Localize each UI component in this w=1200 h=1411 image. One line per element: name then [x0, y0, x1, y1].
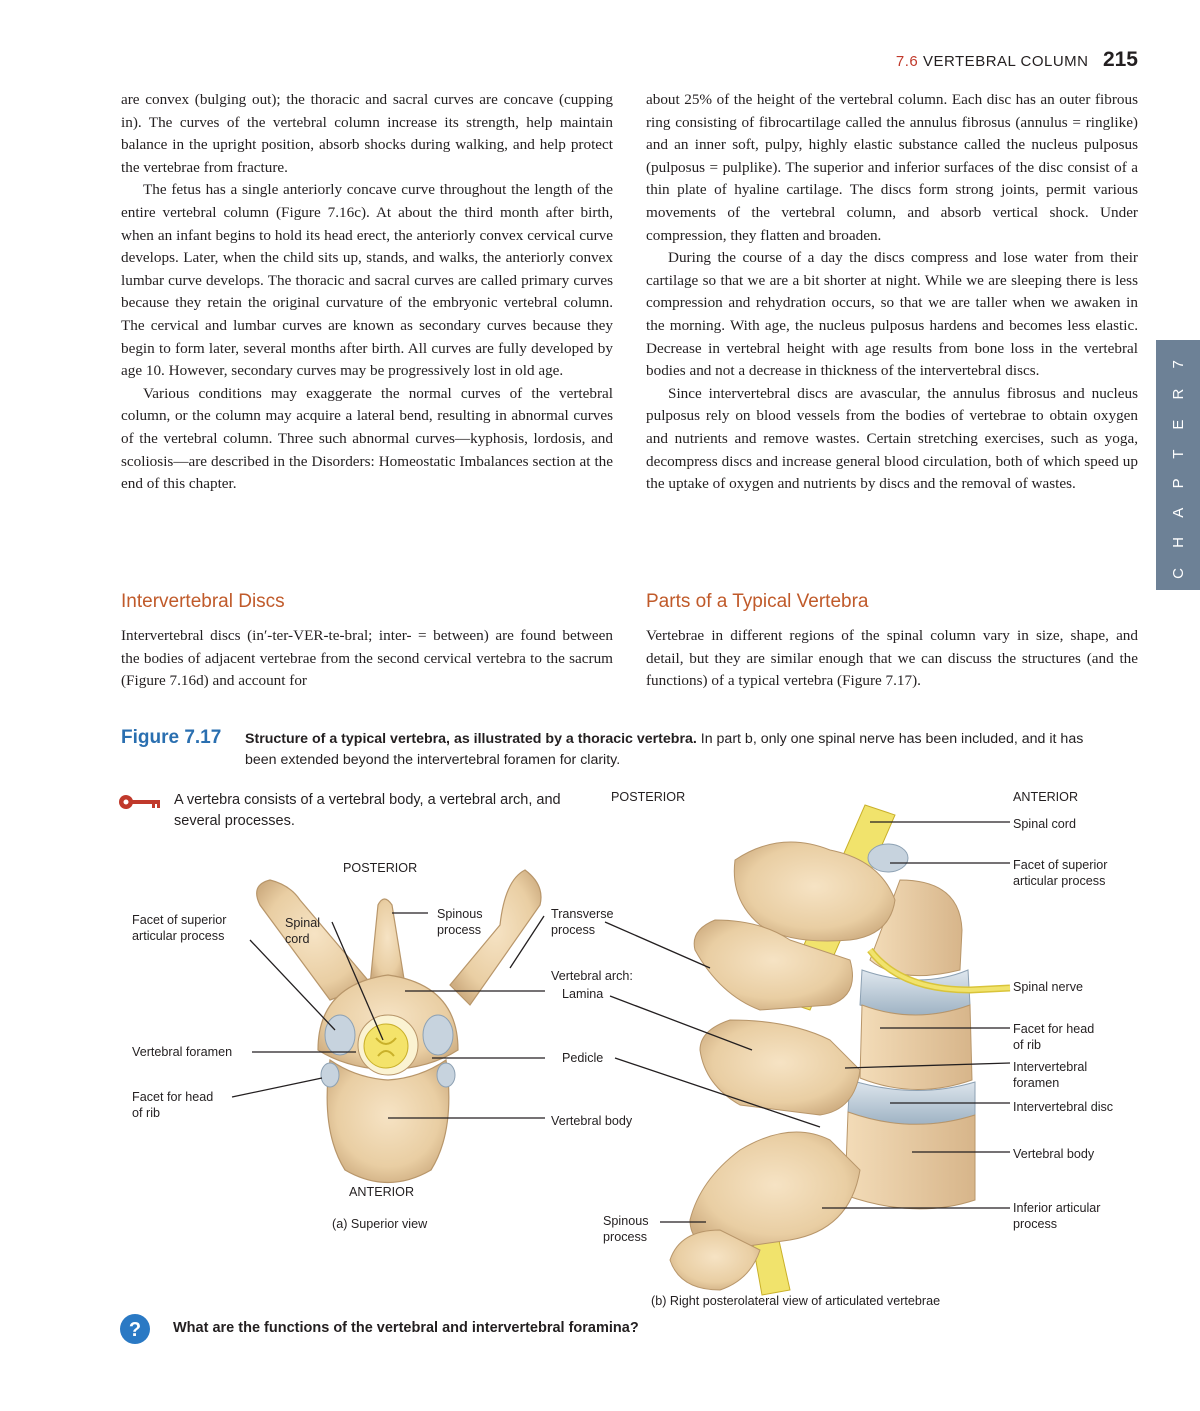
paragraph: The fetus has a single anteriorly concave curve throughout the length of the entire vertebral column (Figure 7.16c). At about the third month after birth, when an infant begins to hold its head erect, the anteriorly convex cervical curve develops. Later, when the child sits up, stands, and walks, the anteriorly convex lumbar curve develops. The thoracic and sacral curves are called primary curves because they retain the original curvature of the embryonic vertebral column. The cervical and lumbar curves are known as secondary curves because they begin to form later, several months after birth. All curves are fully developed by age 10. However, secondary curves may be progressively lost in old age. — [121, 181, 613, 380]
caption-a: (a) Superior view — [332, 1217, 428, 1231]
label-facet-superior-b: Facet of superior articular process — [1013, 858, 1108, 888]
paragraph: are convex (bulging out); the thoracic and sacral curves are concave (cupping in). The curves of the vertebral column increase its strength, help maintain balance in the upright position, absorb shocks during walking, and help protect the vertebrae from fracture. — [121, 91, 613, 176]
label-posterior-a: POSTERIOR — [343, 861, 418, 875]
paragraph: Various conditions may exaggerate the normal curves of the vertebral column, or the column may acquire a lateral bend, resulting in abnormal curves of the vertebral column. Three such abnormal curves—kyphosis, lordosis, and scoliosis—are described in the Disorders: Homeostatic Imbalances section at the end of this chapter. — [121, 384, 613, 493]
label-vertebral-body-a: Vertebral body — [551, 1114, 633, 1128]
paragraph: about 25% of the height of the vertebral column. Each disc has an outer fibrous ring consisting of fibrocartilage called the annulus fibrosus (annulus = ringlike) and an inner soft, pulpy, highly elastic substance called the nucleus pulposus (pulposus = pulplike). The superior and inferior surfaces of the disc consist of a thin plate of hyaline cartilage. The discs form strong joints, permit various movements of the vertebral column, and absorb vertical shock. Under compression, they flatten and broaden. — [646, 91, 1138, 244]
chapter-tab: C H A P T E R 7 — [1156, 340, 1200, 590]
articulated-vertebrae — [670, 805, 1010, 1295]
label-iv-foramen: Intervertebral foramen — [1013, 1060, 1088, 1090]
paragraph: Vertebrae in different regions of the spinal column vary in size, shape, and detail, but they are similar enough that we can discuss the structures (and the functions) of a typical vertebra (Figure 7.17). — [646, 627, 1138, 690]
label-pedicle: Pedicle — [562, 1051, 604, 1065]
page-number: 215 — [1102, 48, 1138, 71]
label-posterior-b: POSTERIOR — [611, 790, 686, 804]
svg-text:?: ? — [128, 1319, 142, 1341]
label-vertebral-arch: Vertebral arch: — [551, 969, 633, 983]
label-inferior-articular: Inferior articular process — [1013, 1201, 1101, 1231]
label-facet-superior-a: Facet of superior articular process — [132, 913, 227, 943]
label-iv-disc: Intervertebral disc — [1013, 1100, 1114, 1114]
label-spinal-cord-b: Spinal cord — [1013, 817, 1077, 831]
paragraph: During the course of a day the discs compress and lose water from their cartilage so that we are a bit shorter at night. While we are sleeping there is less compression and rehydration occurs, so that we are taller when we awaken in the morning. With age, the nucleus pulposus hardens and becomes less elastic. Decrease in vertebral height with age results from bone loss in the vertebral bodies and not a decrease in thickness of the intervertebral discs. — [646, 249, 1138, 380]
label-lamina: Lamina — [562, 987, 604, 1001]
paragraph: Since intervertebral discs are avascular, the annulus fibrosus and nucleus pulposus rely on blood vessels from the bodies of vertebrae to obtain oxygen and nutrients and remove wastes. Certain stretching exercises, such as yoga, decompress discs and increase general blood circulation, both of which speed up the uptake of oxygen and nutrients by discs and the removal of wastes. — [646, 384, 1138, 493]
label-transverse: Transverse process — [551, 907, 614, 937]
label-spinal-cord-a: Spinal cord — [285, 916, 321, 946]
label-vertebral-foramen: Vertebral foramen — [132, 1045, 233, 1059]
label-spinous-a: Spinous process — [437, 907, 483, 937]
label-facet-rib-a: Facet for head of rib — [132, 1090, 214, 1120]
label-facet-rib-b: Facet for head of rib — [1013, 1022, 1095, 1052]
heading-intervertebral-discs: Intervertebral Discs — [121, 591, 285, 612]
caption-b: (b) Right posterolateral view of articulated vertebrae — [651, 1294, 941, 1308]
figure-number: Figure 7.17 — [121, 727, 222, 748]
section-label: 7.6 VERTEBRAL COLUMN — [895, 53, 1089, 70]
paragraph: Intervertebral discs (in′-ter-VER-te-bral; inter- = between) are found between the bodies of adjacent vertebrae from the second cervical vertebra to the sacrum (Figure 7.16d) and account for — [121, 627, 613, 690]
label-spinous-b: Spinous process — [603, 1214, 649, 1244]
figure-title: Structure of a typical vertebra, as illustrated by a thoracic vertebra. In part b, only one spinal nerve has been included, and it has been extended beyond the intervertebral foramen for clarity. — [245, 731, 1084, 768]
label-vertebral-body-b: Vertebral body — [1013, 1147, 1095, 1161]
label-spinal-nerve: Spinal nerve — [1013, 980, 1084, 994]
heading-parts-of-vertebra: Parts of a Typical Vertebra — [646, 591, 869, 612]
label-anterior-a: ANTERIOR — [349, 1185, 415, 1199]
label-anterior-b: ANTERIOR — [1013, 790, 1079, 804]
